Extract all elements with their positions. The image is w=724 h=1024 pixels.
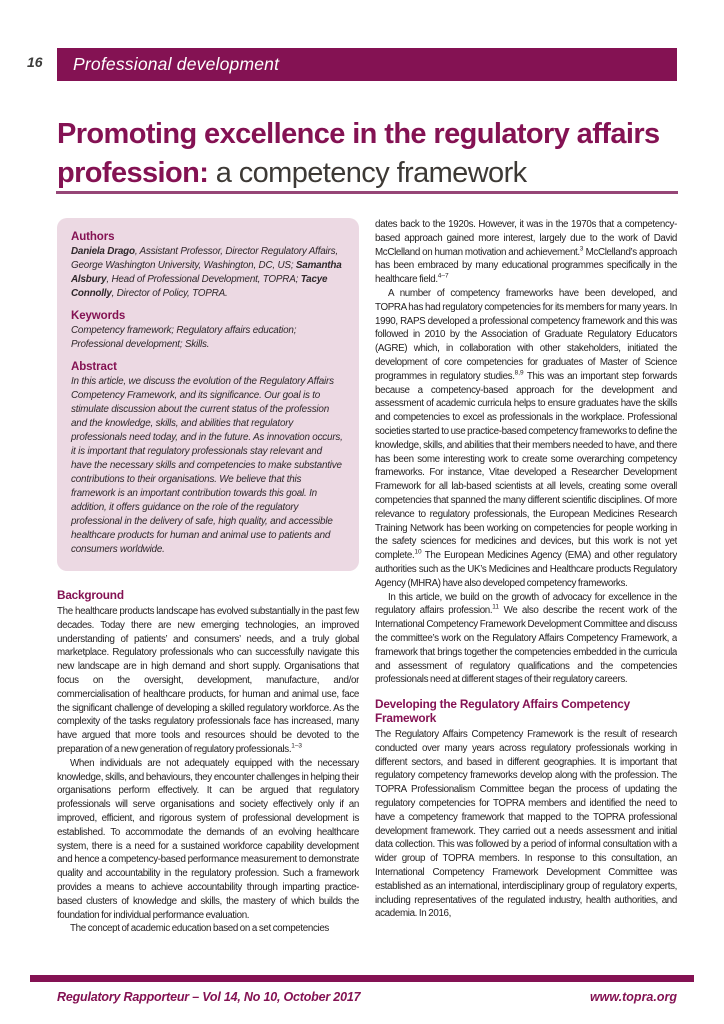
paragraph: The Regulatory Affairs Competency Framework is the result of research conducted over many years across regulatory professionals working in different sectors, and based in different geographies. It is important that regulatory competency frameworks develop along with the profession. The TOPRA Professionalism Committee began the process of updating the regulatory competencies for TOPRA members and identified the need to have a competency framework that mapped to the TOPRA professional development framework. They carried out a needs assessment and initial data collection. This was followed by a period of informal consultation with a wider group of TOPRA members. In response to this consultation, an International Competency Framework Development Committee was established as an international, interdisciplinary group of regulatory experts, including representatives of the regulated industry, health authorities, and academia. In 2016, [375,729,677,920]
citation-superscript: 4–7 [437,272,449,280]
title-secondary: a competency framework [208,157,527,190]
paragraph [375,218,677,287]
author-name: Samantha Alsbury [71,260,342,285]
citation-superscript: 8,9 [514,369,524,377]
paragraph [375,591,677,688]
left-column [57,588,359,973]
author-name: Tacye Connolly [71,274,328,299]
paragraph [375,287,677,591]
article-info-box [57,218,359,571]
citation-superscript: 3 [579,245,584,253]
paragraph-text: A number of competency frameworks have been developed, and TOPRA has had regulatory competencies for its members for many years. In 1990, RAPS developed a professional competency framework and this was followed in 2010 by the Association of Graduate Regulatory Educators (AGRE) which, in collaboration with other stakeholders, initiated the development of core competencies for graduates of Master of Science programmes in regulatory studies. [375,287,677,382]
keywords-text: Competency framework; Regulatory affairs education; Professional development; Skills. [71,325,297,350]
paragraph: When individuals are not adequately equipped with the necessary knowledge, skills, and behaviours, they encounter challenges in helping their organisations perform effectively. It can be argued that regulatory professionals will serve organisations and society effectively only if an improved, efficient, and rigorous system of professional development is established. To accommodate the demands of an evolving healthcare system, there is a need for a sustained workforce capability development and hence a competency-based performance measurement to demonstrate quality and accountability in the regulatory profession. Such a framework provides a means to achieve accountability through imparting practice-based clusters of knowledge and skills, the mastery of which builds the foundation for individual performance evaluation. [57,757,359,921]
author-role: , Head of Professional Development, TOPRA; [106,274,301,285]
page-number: 16 [27,54,43,70]
abstract-heading: Abstract [71,361,117,373]
author-role: , Assistant Professor, Director Regulatory Affairs, George Washington University, Washington, DC, US; [71,246,338,271]
footer-rule [30,975,694,982]
keywords-heading: Keywords [71,310,126,322]
background-heading: Background [57,588,124,602]
title-divider-rule [56,191,678,194]
footer [57,990,677,1004]
title-emphasis: Promoting excellence in the regulatory affairs profession: [57,118,660,190]
right-column [375,218,677,973]
authors-text [71,245,345,301]
author-role: , Director of Policy, TOPRA. [111,288,228,299]
citation-superscript: 1–3 [291,742,303,750]
paragraph: The concept of academic education based on a set competencies [70,923,329,935]
author-name: Daniela Drago [71,246,135,257]
paragraph [57,605,359,757]
citation-superscript: 10 [414,548,422,556]
article-title [57,115,679,193]
section-banner-label: Professional development [73,54,280,74]
paragraph-text: This was an important step forwards because a competency-based approach for the development and assessment of academic curricula helps to ensure graduates have the skills and competencies to excel as professionals in the workplace. Professional societies started to use practice-based competency frameworks to define the knowledge, skills, and abilities that their members needed to have, and there has been some interesting work to create some overarching competency frameworks. For instance, Vitae developed a Researcher Development Framework for all lab-based scientists at all levels, creating some overall competencies that spanned the many different scientific disciplines. Of more relevance to regulatory professionals, the European Medicines Research Training Network has been working on competencies for people working in the safety sciences for medicines and devices, but this work is not yet complete. [375,370,677,562]
paragraph-text: The healthcare products landscape has evolved substantially in the past few decades. Today there are new emerging technologies, an improved understanding of patients’ and consumers’ needs, and a truly global marketplace. Regulatory professionals who can successfully navigate this new landscape are in high demand and short supply. Organisations that focus on the oversight, development, manufacture, and/or commercialisation of healthcare products, for human and animal use, face the significant challenge of developing a skilled regulatory workforce. As the complexity of the tasks regulatory professionals face has increased, many have argued that more tools and resources should be devoted to the preparation of a new generation of regulatory professionals. [57,606,359,755]
paragraph-text: We also describe the recent work of the International Competency Framework Development Committee and discuss the committee’s work on the Regulatory Affairs Competency Framework, a framework that brings together the competencies embedded in the curricula and assessment of regulatory qualifications and the competencies professionals need at different stages of their regulatory careers. [375,605,677,686]
abstract-text: In this article, we discuss the evolution of the Regulatory Affairs Competency Framework, and its significance. Our goal is to stimulate discussion about the current status of the profession and the knowledge, skills, and abilities that regulatory professionals need today, and in the future. As innovation occurs, it is important that regulatory professionals stay relevant and have the necessary skills and competencies to make substantive contributions to their organisations. We believe that this framework is an important contribution towards this goal. In addition, it offers guidance on the role of the regulatory professional in the delivery of safe, high quality, and accessible healthcare products for human and animal use to patients and consumers worldwide. [71,376,343,555]
authors-heading: Authors [71,231,115,243]
website-link[interactable]: www.topra.org [589,990,677,1004]
paragraph-text: In this article, we build on the growth of advocacy for excellence in the regulatory affairs profession. [375,591,677,617]
citation-superscript: 11 [492,604,500,612]
paragraph-text: The European Medicines Agency (EMA) and other regulatory authorities such as the UK’s Medicines and Healthcare products Regulatory Agency (MHRA) have also developed competency frameworks. [375,550,677,589]
journal-citation: Regulatory Rapporteur – Vol 14, No 10, October 2017 [57,990,361,1004]
developing-framework-heading: Developing the Regulatory Affairs Competency Framework [375,697,630,726]
paragraph-text: McClelland’s approach has been embraced by many educational programmes specifically in the healthcare field. [375,246,677,286]
section-banner [57,48,677,81]
paragraph-text: dates back to the 1920s. However, it was in the 1970s that a competency-based approach gained more interest, largely due to the work of David McClelland on human motivation and achievement. [375,219,677,258]
